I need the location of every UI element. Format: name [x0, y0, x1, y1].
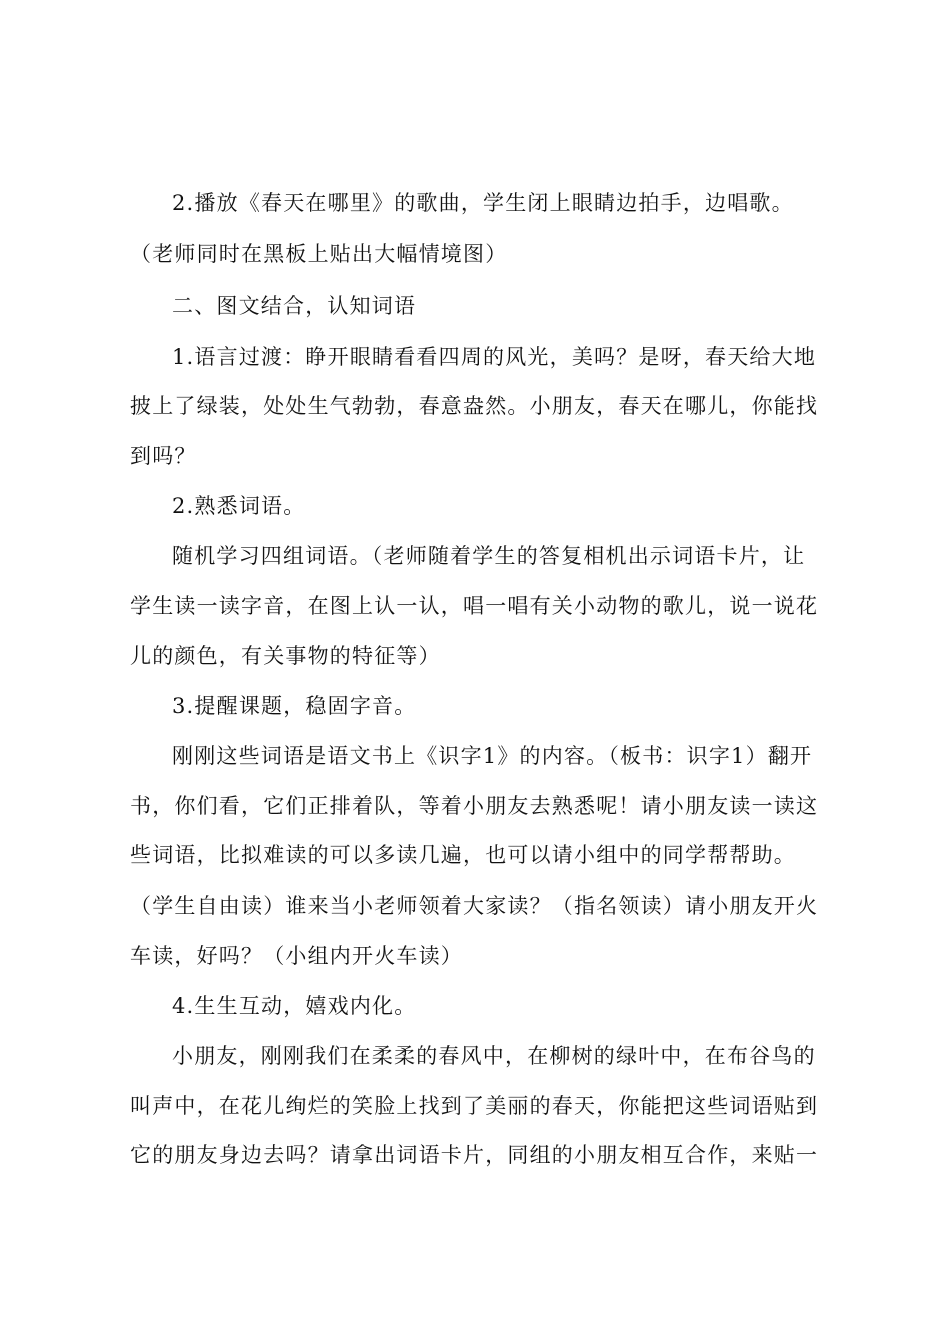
paragraph-line: 车读，好吗？（小组内开火车读）: [130, 944, 463, 968]
paragraph-line: （老师同时在黑板上贴出大幅情境图）: [130, 242, 508, 266]
paragraph-line: 1.语言过渡：睁开眼睛看看四周的风光，美吗？是呀，春天给大地: [172, 345, 817, 369]
step-heading: 2.熟悉词语。: [172, 494, 306, 518]
paragraph-line: 刚刚这些词语是语文书上《识字1》的内容。（板书：识字1）翻开: [172, 744, 813, 768]
section-heading: 二、图文结合，认知词语: [172, 294, 417, 318]
paragraph-line: 披上了绿装，处处生气勃勃，春意盎然。小朋友，春天在哪儿，你能找: [130, 394, 819, 418]
step-heading: 4.生生互动，嬉戏内化。: [172, 994, 417, 1018]
paragraph-line: 叫声中，在花儿绚烂的笑脸上找到了美丽的春天，你能把这些词语贴到: [130, 1094, 819, 1118]
paragraph-line: 书，你们看，它们正排着队，等着小朋友去熟悉呢！请小朋友读一读这: [130, 794, 819, 818]
paragraph-line: 些词语，比拟难读的可以多读几遍，也可以请小组中的同学帮帮助。: [130, 843, 796, 867]
paragraph-line: 随机学习四组词语。（老师随着学生的答复相机出示词语卡片，让: [172, 544, 806, 568]
paragraph-line: 儿的颜色，有关事物的特征等）: [130, 644, 441, 668]
paragraph-line: 小朋友，刚刚我们在柔柔的春风中，在柳树的绿叶中，在布谷鸟的: [172, 1044, 816, 1068]
paragraph-line: 它的朋友身边去吗？请拿出词语卡片，同组的小朋友相互合作，来贴一: [130, 1143, 819, 1167]
paragraph-line: 2.播放《春天在哪里》的歌曲，学生闭上眼睛边拍手，边唱歌。: [172, 191, 794, 215]
paragraph-line: 学生读一读字音，在图上认一认，唱一唱有关小动物的歌儿，说一说花: [130, 594, 819, 618]
step-heading: 3.提醒课题，稳固字音。: [172, 694, 417, 718]
paragraph-line: 到吗？: [130, 444, 197, 468]
paragraph-line: （学生自由读）谁来当小老师领着大家读？（指名领读）请小朋友开火: [130, 894, 819, 918]
